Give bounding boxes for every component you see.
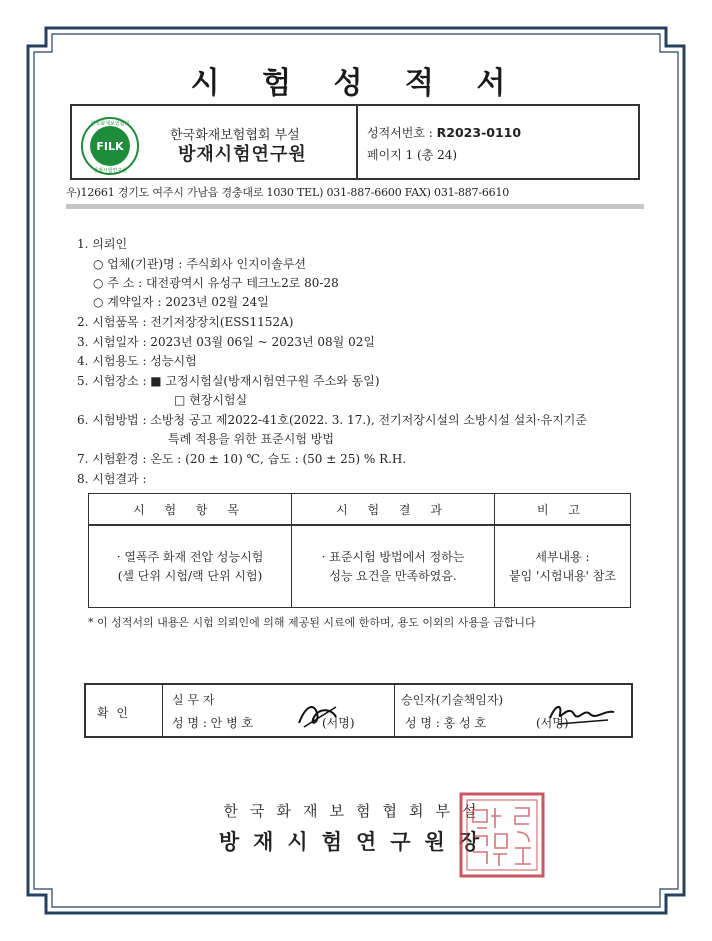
address-line: 우)12661 경기도 여주시 가남읍 경충대로 1030 TEL) 031-887-6600 FAX) 031-887-6610 xyxy=(66,186,510,199)
item-company: ○ 업체(기관)명 : 주식회사 인지이솔루션 xyxy=(93,257,307,271)
header-remarks: 비 고 xyxy=(495,494,631,526)
item-address: ○ 주 소 : 대전광역시 유성구 테크노2로 80-28 xyxy=(93,276,339,290)
document-title: 시 험 성 적 서 xyxy=(190,66,522,101)
cell-test-item: · 열폭주 화재 전압 성능시험 (셀 단위 시험/랙 단위 시험) xyxy=(89,525,292,608)
staff-name: 성 명 : 안 병 호 xyxy=(172,716,254,730)
item-purpose: 4. 시험용도 : 성능시험 xyxy=(77,354,197,368)
item-method: 6. 시험방법 : 소방청 공고 제2022-41호(2022. 3. 17.), 전기저장시설의 소방시설 설치·유지기준 xyxy=(77,413,587,427)
item-test-date: 3. 시험일자 : 2023년 03월 06일 ~ 2023년 08월 02일 xyxy=(77,335,375,349)
confirm-label: 확 인 xyxy=(97,706,130,720)
header-test-item: 시 험 항 목 xyxy=(89,494,292,526)
item-method-cont: 특례 적용을 위한 표준시험 방법 xyxy=(168,432,334,446)
svg-text:FILK: FILK xyxy=(96,140,124,153)
footer-institute: 방재시험연구원장 xyxy=(218,829,494,854)
divider xyxy=(66,204,644,209)
header-test-result: 시 험 결 과 xyxy=(292,494,495,526)
approver-sign-label: (서명) xyxy=(536,716,569,730)
item-results: 8. 시험결과 : xyxy=(77,472,147,486)
item-product: 2. 시험품목 : 전기저장장치(ESS1152A) xyxy=(77,315,294,329)
staff-sign-label: (서명) xyxy=(322,716,355,730)
org-affiliation: 한국화재보험협회 부설 xyxy=(170,128,300,143)
approver-title: 승인자(기술책임자) xyxy=(401,693,504,707)
footer-affiliation: 한국화재보험협회부설 xyxy=(223,802,489,820)
cell-remarks: 세부내용 : 붙임 '시험내용' 참조 xyxy=(495,525,631,608)
report-number: 성적서번호 : R2023-0110 xyxy=(367,125,522,140)
org-name: 방재시험연구원 xyxy=(178,144,307,165)
svg-text:방재시험연구원: 방재시험연구원 xyxy=(93,168,127,174)
item-location-field: □ 현장시험실 xyxy=(174,393,248,407)
header-box xyxy=(70,104,640,180)
approver-signature xyxy=(548,700,618,730)
filk-logo xyxy=(80,116,140,176)
usage-note: * 이 성적서의 내용은 시험 의뢰인에 의해 제공된 시료에 한하며, 용도 이외의 사용을 금합니다 xyxy=(88,616,536,629)
item-environment: 7. 시험환경 : 온도 : (20 ± 10) ℃, 습도 : (50 ± 25) % R.H. xyxy=(77,452,407,466)
page-info: 페이지 1 (총 24) xyxy=(367,148,458,162)
item-location: 5. 시험장소 : ■ 고정시험실(방재시험연구원 주소와 동일) xyxy=(77,374,380,388)
item-client: 1. 의뢰인 xyxy=(77,237,128,251)
staff-title: 실 무 자 xyxy=(172,693,215,707)
results-table xyxy=(88,493,631,608)
cell-test-result: · 표준시험 방법에서 정하는 성능 요건을 만족하였음. xyxy=(292,525,495,608)
approver-name: 성 명 : 홍 성 호 xyxy=(405,716,487,730)
item-contract-date: ○ 계약일자 : 2023년 02월 24일 xyxy=(93,295,269,309)
official-seal-stamp xyxy=(457,790,547,880)
svg-text:한국화재보험협회: 한국화재보험협회 xyxy=(90,121,130,127)
